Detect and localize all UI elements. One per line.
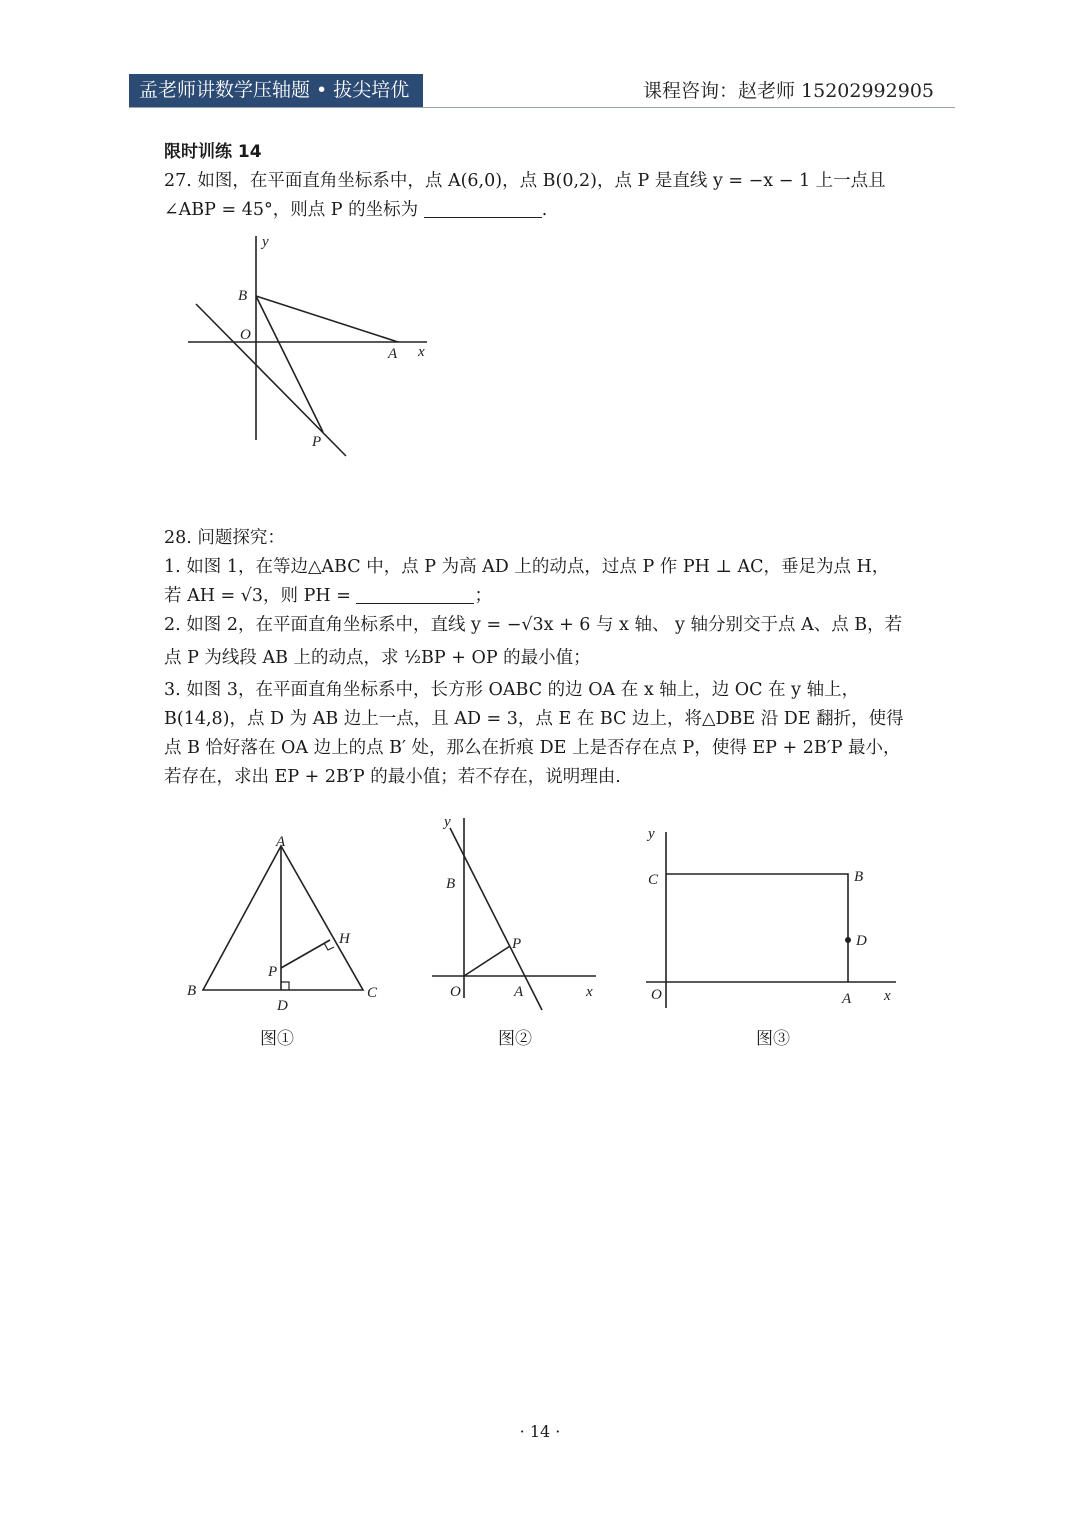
fig3-label-O: O [651, 987, 662, 1003]
figure-1 [178, 832, 388, 1021]
fig3-label-C: C [648, 872, 659, 888]
fig2-label-A: A [514, 984, 524, 1000]
q27-label-P: P [312, 434, 322, 450]
q27-line2-text: ∠ABP = 45°，则点 P 的坐标为 [164, 200, 419, 220]
fig1-label-H: H [339, 931, 350, 947]
fig1-label-D: D [277, 998, 288, 1014]
fig2-label-B: B [446, 876, 456, 892]
header-divider [129, 107, 955, 108]
section-title: 限时训练 14 [164, 142, 262, 162]
figure-1-caption: 图① [260, 1029, 294, 1049]
fig2-label-x: x [586, 984, 593, 1000]
q28-p3-line2: B(14,8)，点 D 为 AB 边上一点，且 AD = 3，点 E 在 BC 边上，将△DBE 沿 DE 翻折，使得 [164, 709, 904, 729]
q28-p3-line4: 若存在，求出 EP + 2B′P 的最小值；若不存在，说明理由. [164, 767, 621, 787]
page-number: · 14 · [519, 1422, 561, 1441]
q27-line2 [164, 196, 924, 225]
q28-p1-line1: 1. 如图 1，在等边△ABC 中，点 P 为高 AD 上的动点，过点 P 作 PH ⊥ AC，垂足为点 H， [164, 557, 890, 577]
fig2-label-O: O [450, 984, 461, 1000]
q28-title: 28. 问题探究： [164, 528, 285, 548]
q28-p1-line2b: ； [474, 586, 492, 606]
figure-2 [428, 808, 608, 1022]
fig3-label-A: A [842, 991, 852, 1007]
q28-p1-line2a: 若 AH = √3，则 PH = [164, 586, 351, 606]
q28-p3-line1: 3. 如图 3，在平面直角坐标系中，长方形 OABC 的边 OA 在 x 轴上，边 OC 在 y 轴上， [164, 680, 860, 700]
figure-3-caption: 图③ [756, 1029, 790, 1049]
fig2-label-y: y [444, 814, 451, 830]
header-contact: 课程咨询：赵老师 15202992905 [642, 80, 934, 102]
fig1-label-A: A [276, 834, 286, 850]
main-content [164, 138, 924, 225]
q27-label-O: O [240, 327, 251, 343]
q28-p3-line3: 点 B 恰好落在 OA 边上的点 B′ 处，那么在折痕 DE 上是否存在点 P，使得 EP + 2B′P 最小， [164, 738, 901, 758]
fig3-label-B: B [854, 869, 864, 885]
fig1-label-C: C [367, 985, 378, 1001]
fig1-label-B: B [187, 983, 197, 999]
fig3-label-x: x [884, 988, 891, 1004]
answer-blank [424, 199, 542, 218]
q28-p1-line2 [164, 582, 924, 611]
fig3-label-y: y [648, 826, 655, 842]
q27-line2-end: . [541, 200, 548, 220]
q27-figure [180, 232, 440, 466]
q27-label-A: A [388, 346, 398, 362]
q27-label-y: y [262, 234, 269, 250]
figure-3 [640, 822, 905, 1021]
q28-p2-line2: 点 P 为线段 AB 上的动点，求 ½BP + OP 的最小值； [164, 648, 591, 668]
fig1-label-P: P [268, 964, 278, 980]
q28-p2-line1: 2. 如图 2，在平面直角坐标系中，直线 y = −√3x + 6 与 x 轴、 y 轴分别交于点 A、点 B，若 [164, 615, 903, 635]
answer-blank-2 [356, 585, 474, 604]
header-title: 孟老师讲数学压轴题 • 拔尖培优 [129, 74, 423, 107]
q28-content [164, 524, 924, 792]
q27-label-B: B [238, 288, 248, 304]
figure-2-caption: 图② [498, 1029, 532, 1049]
q27-label-x: x [418, 344, 425, 360]
fig2-label-P: P [512, 936, 522, 952]
q27-line1: 27. 如图，在平面直角坐标系中，点 A(6,0)，点 B(0,2)，点 P 是直线 y = −x − 1 上一点且 [164, 171, 886, 191]
fig3-label-D: D [856, 933, 867, 949]
